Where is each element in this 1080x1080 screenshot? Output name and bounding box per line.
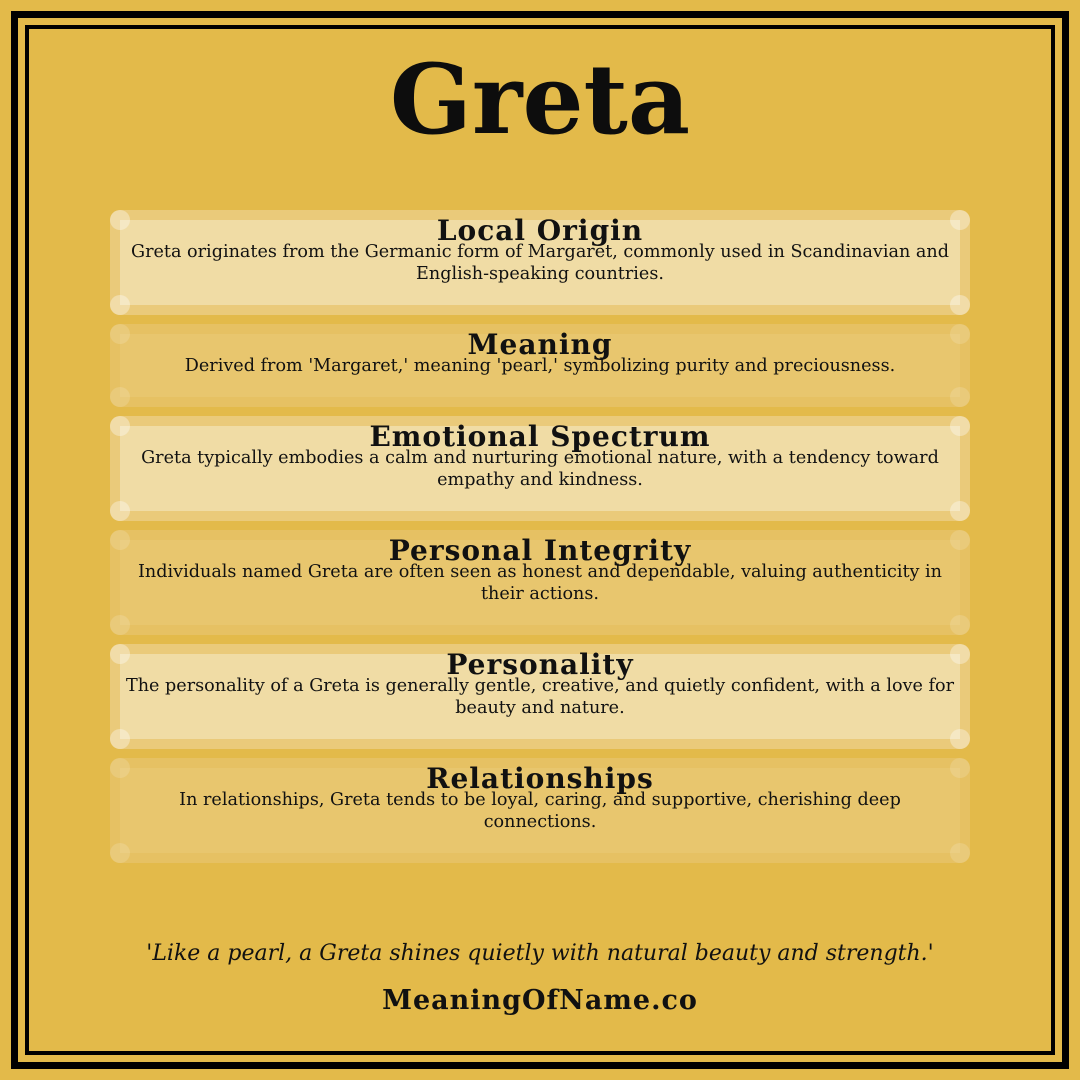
corner-dot-icon <box>110 387 130 407</box>
section-text: The personality of a Greta is generally gentle, creative, and quietly confident, with a love for beauty and nature. <box>125 676 955 718</box>
corner-dot-icon <box>110 295 130 315</box>
corner-dot-icon <box>110 843 130 863</box>
section-text: Greta typically embodies a calm and nurturing emotional nature, with a tendency toward empathy and kindness. <box>141 448 939 490</box>
section-heading: Emotional Spectrum <box>369 420 711 453</box>
corner-dot-icon <box>110 729 130 749</box>
section-card-emotional-spectrum <box>110 416 970 521</box>
section-text: Derived from 'Margaret,' meaning 'pearl,' symbolizing purity and preciousness. <box>184 356 896 376</box>
site-watermark: MeaningOfName.co <box>382 985 698 1016</box>
section-heading: Local Origin <box>436 214 644 247</box>
corner-dot-icon <box>950 501 970 521</box>
section-heading: Relationships <box>426 762 654 795</box>
corner-dot-icon <box>950 387 970 407</box>
corner-dot-icon <box>950 615 970 635</box>
section-heading: Personal Integrity <box>388 534 692 567</box>
name-title: Greta <box>389 43 691 156</box>
section-text: Individuals named Greta are often seen as honest and dependable, valuing authenticity in their actions. <box>137 562 943 604</box>
corner-dot-icon <box>950 843 970 863</box>
corner-dot-icon <box>950 729 970 749</box>
corner-dot-icon <box>110 615 130 635</box>
section-card-personality <box>110 644 970 749</box>
section-card-personal-integrity <box>110 530 970 635</box>
section-card-local-origin <box>110 210 970 315</box>
section-card-relationships <box>110 758 970 863</box>
section-heading: Meaning <box>467 328 613 361</box>
section-text: Greta originates from the Germanic form of Margaret, commonly used in Scandinavian and English-speaking countries. <box>131 242 949 284</box>
section-heading: Personality <box>446 648 634 681</box>
corner-dot-icon <box>110 501 130 521</box>
name-quote: 'Like a pearl, a Greta shines quietly with natural beauty and strength.' <box>146 941 934 966</box>
corner-dot-icon <box>950 295 970 315</box>
section-card-meaning <box>110 324 970 407</box>
section-text: In relationships, Greta tends to be loyal, caring, and supportive, cherishing deep connections. <box>179 790 901 832</box>
